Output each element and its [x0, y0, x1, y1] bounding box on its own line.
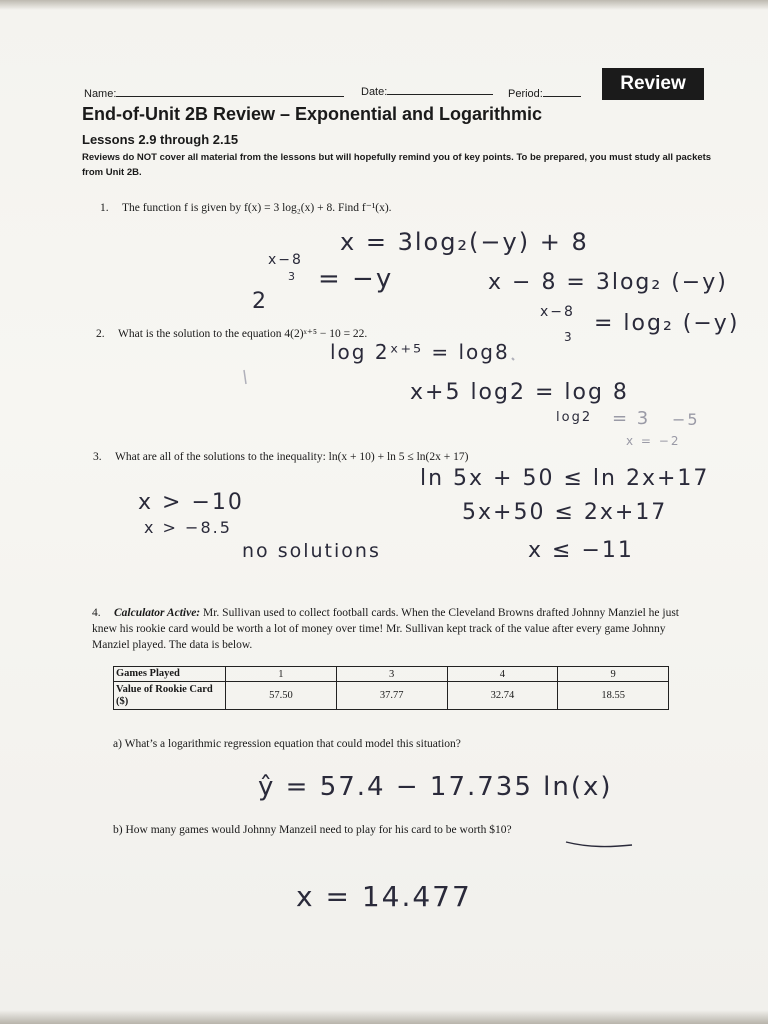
part-b: b) How many games would Johnny Manzeil need to play for his card to be worth $10? — [113, 824, 512, 836]
handwriting-part-b-answer: x = 14.477 — [296, 880, 472, 913]
handwriting-q2-log2: log2 — [556, 410, 593, 425]
table-cell: 3 — [336, 667, 447, 682]
question-text: What are all of the solutions to the inequality: ln(x + 10) + ln 5 ≤ ln(2x + 17) — [115, 451, 469, 463]
handwriting-q3-domain2: x > −8.5 — [144, 518, 232, 537]
table-cell: 9 — [558, 667, 669, 682]
handwriting-q1-log: = log₂ (−y) — [594, 311, 740, 336]
handwriting-q3-linear: 5x+50 ≤ 2x+17 — [462, 500, 668, 525]
handwriting-q1-frac-num: x−8 — [268, 252, 303, 268]
calculator-active-label: Calculator Active: — [114, 607, 201, 619]
name-label: Name: — [84, 88, 117, 100]
table-cell: 4 — [447, 667, 558, 682]
handwriting-q1-equation: x = 3log₂(−y) + 8 — [340, 228, 589, 256]
question-number: 2. — [96, 328, 105, 340]
table-header-value: Value of Rookie Card ($) — [114, 682, 226, 710]
question-text: Mr. Sullivan used to collect football cards. When the Cleveland Browns drafted Johnny Manziel he just knew his rookie card would be worth a lot of money over time! Mr. Sullivan kept track of the value after every game Johnny Manziel played. The data is below. — [92, 607, 679, 651]
table-cell: 1 — [226, 667, 337, 682]
handwriting-q2-step: x+5 log2 = log 8 — [410, 380, 629, 405]
question-text: What is the solution to the equation 4(2)ˣ⁺⁵ − 10 = 22. — [118, 328, 368, 340]
handwriting-q1-two: 2 — [252, 289, 268, 314]
handwriting-q2-three: = 3 — [612, 408, 651, 429]
handwriting-part-a-answer: ŷ = 57.4 − 17.735 ln(x) — [258, 772, 613, 802]
handwriting-q1-neg-y: = −y — [318, 264, 394, 294]
table-cell: 57.50 — [226, 682, 337, 710]
handwriting-q1-frac-den: 3 — [288, 270, 297, 283]
handwriting-q3-answer: no solutions — [242, 540, 381, 562]
stray-mark — [244, 370, 246, 384]
table-cell: 32.74 — [447, 682, 558, 710]
handwriting-q3-ln: ln 5x + 50 ≤ ln 2x+17 — [420, 466, 710, 491]
question-number: 4. — [92, 607, 101, 619]
review-badge: Review — [602, 68, 704, 100]
handwriting-q1-step: x − 8 = 3log₂ (−y) — [488, 270, 728, 295]
table-cell: 18.55 — [558, 682, 669, 710]
table-header-games: Games Played — [114, 667, 226, 682]
part-a: a) What’s a logarithmic regression equation that could model this situation? — [113, 738, 461, 750]
handwriting-q3-result: x ≤ −11 — [528, 538, 634, 563]
period-label: Period: — [508, 88, 543, 100]
lessons-subtitle: Lessons 2.9 through 2.15 — [82, 132, 239, 147]
table-cell: 37.77 — [336, 682, 447, 710]
handwriting-q1-frac2-num: x−8 — [540, 304, 575, 320]
question-number: 3. — [93, 451, 102, 463]
study-note: Reviews do NOT cover all material from the lessons but will hopefully remind you of key points. To be prepared, you must study all packets from Unit 2B. — [82, 152, 712, 178]
date-label: Date: — [361, 86, 388, 98]
question-number: 1. — [100, 202, 109, 214]
handwriting-q2-minus5: −5 — [672, 410, 700, 429]
page-title: End-of-Unit 2B Review – Exponential and Logarithmic — [82, 104, 543, 124]
handwriting-q2-answer: x = −2 — [626, 434, 681, 448]
worth-underline-mark — [566, 842, 632, 847]
stray-dot — [512, 358, 514, 360]
question-text: The function f is given by f(x) = 3 log₂(x) + 8. Find f⁻¹(x). — [122, 202, 392, 214]
handwriting-q2-log: log 2ˣ⁺⁵ = log8 — [330, 340, 510, 364]
handwriting-q1-frac2-den: 3 — [564, 330, 574, 344]
handwriting-q3-domain1: x > −10 — [138, 490, 244, 515]
